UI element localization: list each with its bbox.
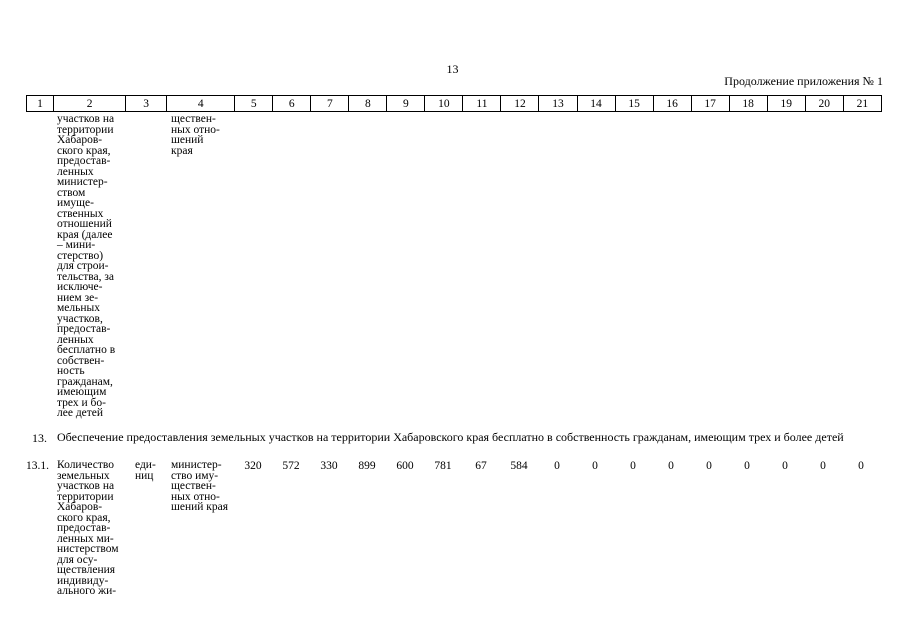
value-col-8: 899 (358, 460, 376, 472)
value-col-6: 572 (282, 460, 300, 472)
header-col-20: 20 (805, 96, 843, 112)
section-13-index: 13. (32, 431, 47, 445)
header-col-15: 15 (615, 96, 653, 112)
value-col-21: 0 (858, 460, 864, 472)
header-col-9: 9 (387, 96, 425, 112)
header-col-18: 18 (729, 96, 767, 112)
appendix-continuation-label: Продолжение приложения № 1 (724, 74, 883, 88)
row-13-1-executor: министер- ство иму- ществен- ных отно- шений края (171, 459, 229, 513)
value-col-9: 600 (396, 460, 414, 472)
header-col-13: 13 (539, 96, 577, 112)
value-col-5: 320 (244, 460, 262, 472)
value-col-14: 0 (592, 460, 598, 472)
header-col-8: 8 (349, 96, 387, 112)
header-col-2: 2 (54, 96, 126, 112)
header-row (27, 96, 882, 112)
header-col-3: 3 (126, 96, 167, 112)
continuation-col2-text: участков на территории Хабаров- ского края, предостав- ленных министер- ством имуще- ственных отношений края (далее – мини- стерство) для строи- тельства, за исключе- нием зе- мельных участков, предостав- ленных бесплатно в собствен- ность гражданам, имеющим трех и бо- лее детей (57, 113, 116, 419)
value-col-17: 0 (706, 460, 712, 472)
value-col-10: 781 (434, 460, 452, 472)
row-13-1-unit: еди- ниц (135, 459, 156, 482)
value-col-7: 330 (320, 460, 338, 472)
page-number: 13 (446, 62, 459, 76)
header-col-12: 12 (501, 96, 539, 112)
header-col-11: 11 (463, 96, 501, 112)
value-col-16: 0 (668, 460, 674, 472)
header-col-7: 7 (311, 96, 349, 112)
value-col-15: 0 (630, 460, 636, 472)
header-col-4: 4 (167, 96, 235, 112)
table-header (26, 95, 882, 112)
row-13-1-index: 13.1. (26, 460, 49, 472)
header-col-10: 10 (425, 96, 463, 112)
header-col-1: 1 (27, 96, 54, 112)
header-col-19: 19 (767, 96, 805, 112)
value-col-18: 0 (744, 460, 750, 472)
section-13-title: Обеспечение предоставления земельных участков на территории Хабаровского края бесплатно в собственность гражданам, имеющим трех и более детей (57, 430, 844, 444)
value-col-12: 584 (510, 460, 528, 472)
continuation-col4-text: ществен- ных отно- шений края (171, 113, 220, 157)
value-col-19: 0 (782, 460, 788, 472)
header-col-17: 17 (691, 96, 729, 112)
value-col-20: 0 (820, 460, 826, 472)
value-col-11: 67 (475, 460, 487, 472)
header-col-16: 16 (653, 96, 691, 112)
header-col-14: 14 (577, 96, 615, 112)
header-col-6: 6 (273, 96, 311, 112)
header-col-21: 21 (843, 96, 881, 112)
value-col-13: 0 (554, 460, 560, 472)
row-13-1-name: Количество земельных участков на территории Хабаров- ского края, предостав- ленных ми- нистерством для осу- ществления индивиду- ального жи- (57, 459, 119, 597)
header-col-5: 5 (235, 96, 273, 112)
